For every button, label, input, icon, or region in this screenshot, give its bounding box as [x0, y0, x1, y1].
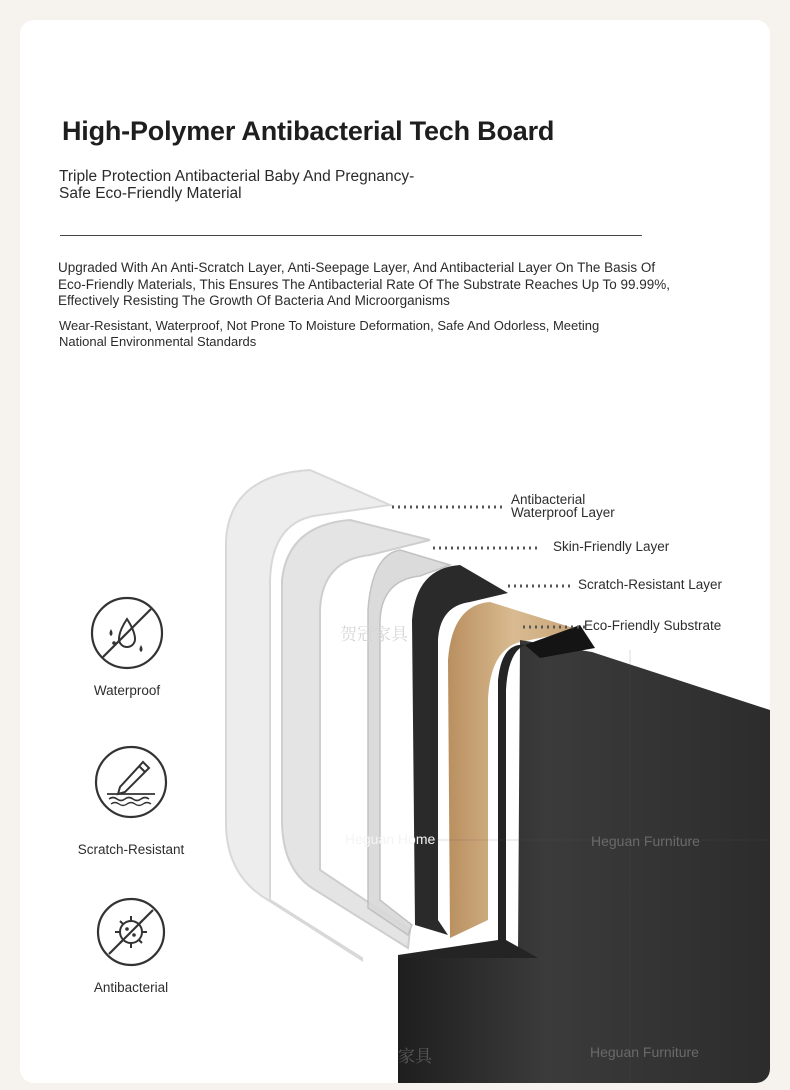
product-card — [20, 20, 770, 1083]
feature-antibacterial — [76, 896, 186, 995]
page-subtitle: Triple Protection Antibacterial Baby And Pregnancy-Safe Eco-Friendly Material — [59, 168, 415, 202]
feature-waterproof — [72, 595, 182, 698]
watermark-cn-top: 贺冠家具 — [340, 625, 408, 644]
feature-waterproof-label: Waterproof — [93, 683, 161, 698]
label-antibacterial-waterproof-layer — [511, 493, 615, 519]
label-skin-friendly-layer: Skin-Friendly Layer — [553, 539, 670, 554]
watermark-furniture-bottom: Heguan Furniture — [590, 1044, 699, 1060]
watermark-furniture-mid: Heguan Furniture — [591, 833, 700, 849]
feature-scratch-resistant — [66, 744, 196, 857]
label-antibacterial-line2: Waterproof Layer — [511, 505, 615, 520]
label-antibacterial-line1: Antibacterial — [511, 492, 586, 507]
description-primary: Upgraded With An Anti-Scratch Layer, Anti-Seepage Layer, And Antibacterial Layer On The Basis Of Eco-Friendly Materials, This Ensures The Antibacterial Rate Of The Substrate Reaches Up To 99.99%, Effectively Resisting The Growth Of Bacteria And Microorganisms — [58, 260, 671, 308]
label-eco-friendly-substrate: Eco-Friendly Substrate — [584, 618, 722, 633]
waterproof-icon — [89, 595, 165, 671]
watermark-cn-bottom: 家具 — [398, 1047, 432, 1066]
antibacterial-icon — [95, 896, 167, 968]
scratch-resistant-icon — [93, 744, 169, 820]
label-scratch-resistant-layer: Scratch-Resistant Layer — [578, 577, 723, 592]
watermark-home: Heguan Home — [345, 831, 436, 847]
description-secondary: Wear-Resistant, Waterproof, Not Prone To Moisture Deformation, Safe And Odorless, Meeting National Environmental Standards — [59, 318, 600, 349]
skin-friendly-layer-shape — [282, 520, 430, 948]
page-title: High-Polymer Antibacterial Tech Board — [62, 116, 555, 146]
feature-antibacterial-label: Antibacterial — [93, 980, 169, 995]
feature-scratch-resistant-label: Scratch-Resistant — [77, 842, 185, 857]
